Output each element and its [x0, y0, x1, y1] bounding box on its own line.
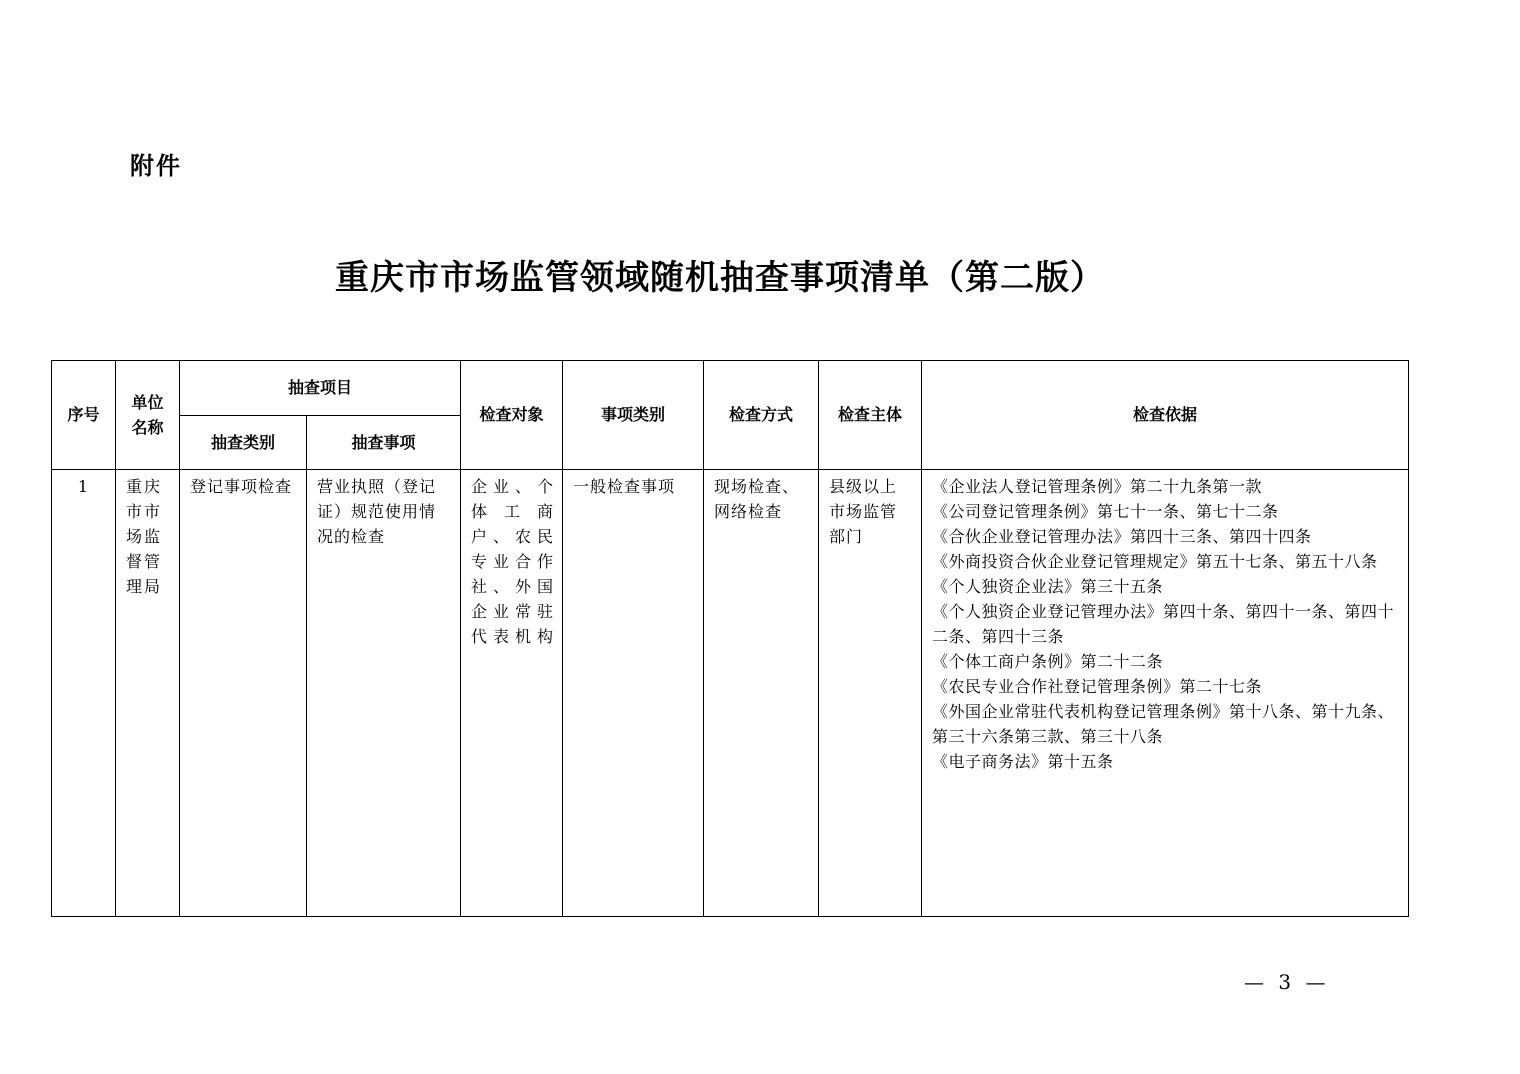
- cell-item: 营业执照（登记证）规范使用情况的检查: [307, 470, 461, 917]
- basis-line: 《企业法人登记管理条例》第二十九条第一款: [932, 477, 1263, 496]
- header-project-group: 抽查项目: [180, 361, 461, 416]
- basis-line: 《个人独资企业法》第三十五条: [932, 577, 1164, 596]
- header-item: 抽查事项: [307, 416, 461, 470]
- cell-basis: [922, 470, 1409, 917]
- cell-method: 现场检查、网络检查: [704, 470, 819, 917]
- cell-seq: 1: [52, 470, 116, 917]
- basis-line: 《农民专业合作社登记管理条例》第二十七条: [932, 677, 1263, 696]
- header-unit: [116, 361, 180, 470]
- basis-line: 《公司登记管理条例》第七十一条、第七十二条: [932, 502, 1279, 521]
- header-subject: 检查主体: [819, 361, 922, 470]
- document-title: 重庆市市场监管领域随机抽查事项清单（第二版）: [335, 258, 1105, 298]
- cell-category: 登记事项检查: [180, 470, 307, 917]
- page-number: — 3 —: [1244, 970, 1330, 994]
- header-unit-label: 单位名称: [131, 393, 164, 437]
- header-type: 事项类别: [563, 361, 704, 470]
- cell-subject: 县级以上市场监管部门: [819, 470, 922, 917]
- header-basis: 检查依据: [922, 361, 1409, 470]
- basis-line: 《个人独资企业登记管理办法》第四十条、第四十一条、第四十二条、第四十三条: [932, 602, 1395, 646]
- header-target: 检查对象: [461, 361, 563, 470]
- header-seq: 序号: [52, 361, 116, 470]
- basis-line: 《外国企业常驻代表机构登记管理条例》第十八条、第十九条、第三十六条第三款、第三十八条: [932, 702, 1395, 746]
- basis-line: 《外商投资合伙企业登记管理规定》第五十七条、第五十八条: [932, 552, 1378, 571]
- table-row: [52, 470, 1409, 917]
- basis-line: 《合伙企业登记管理办法》第四十三条、第四十四条: [932, 527, 1312, 546]
- basis-line: 《个体工商户条例》第二十二条: [932, 652, 1164, 671]
- attachment-label: 附件: [130, 152, 182, 180]
- header-category: 抽查类别: [180, 416, 307, 470]
- cell-target: 企业、个体工商户、农民专业合作社、外国企业常驻代表机构: [461, 470, 563, 917]
- header-method: 检查方式: [704, 361, 819, 470]
- basis-line: 《电子商务法》第十五条: [932, 752, 1114, 771]
- cell-unit: 重庆市市场监督管理局: [116, 470, 180, 917]
- inspection-table: [51, 360, 1409, 917]
- cell-type: 一般检查事项: [563, 470, 704, 917]
